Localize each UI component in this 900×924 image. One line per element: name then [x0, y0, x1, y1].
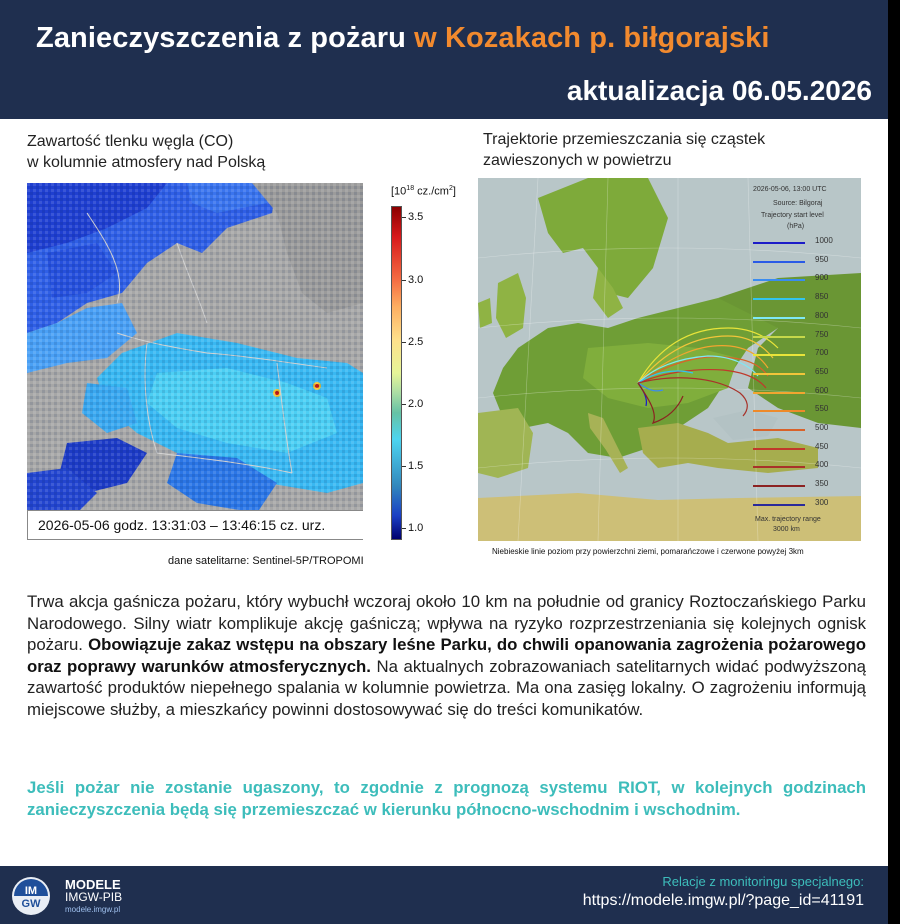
legend-item — [753, 442, 857, 456]
legend-line-swatch — [753, 504, 805, 506]
legend-item — [753, 479, 857, 493]
body-text-end: Na aktualnych zobrazowaniach satelitarnych widać podwyższoną zawartość produktów niepełnego spalania w kolumnie powietrza. Ma ona zasięg lokalny. O zagrożeniu informują miejscowe służby, a mieszkańcy powinni dostosowywać się do treści komunikatów. — [27, 656, 866, 719]
trajectory-note: Niebieskie linie poziom przy powierzchni ziemi, pomarańczowe i czerwone powyżej 3km — [492, 547, 804, 556]
legend-level-label: 700 — [815, 348, 829, 358]
colorbar-tickmark — [402, 404, 406, 405]
traj-caption-line2: zawieszonych w powietrzu — [483, 152, 672, 169]
legend-level-label: 300 — [815, 497, 829, 507]
legend-level-label: 900 — [815, 273, 829, 283]
unit-prefix: [10 — [391, 185, 407, 198]
unit-suffix: cz./cm — [414, 185, 449, 198]
legend-line-swatch — [753, 261, 805, 263]
colorbar-tick-label: 1.5 — [408, 460, 424, 472]
legend-level-label: 600 — [815, 385, 829, 395]
legend-line-swatch — [753, 429, 805, 431]
footer-bar — [0, 866, 888, 924]
legend-level-label: 350 — [815, 479, 829, 489]
legend-line-swatch — [753, 466, 805, 468]
data-source-note: dane satelitarne: Sentinel-5P/TROPOMI — [168, 555, 364, 567]
legend-level-label: 450 — [815, 441, 829, 451]
legend-range-2: 3000 km — [773, 526, 800, 533]
title-main: Zanieczyszczenia z pożaru — [36, 22, 415, 54]
brand-url[interactable]: modele.imgw.pl — [65, 905, 121, 914]
title-location: w Kozakach p. biłgorajski — [414, 22, 770, 54]
legend-level-label: 500 — [815, 423, 829, 432]
unit-exponent: 18 — [406, 185, 415, 192]
monitoring-label: Relacje z monitoringu specjalnego: — [662, 874, 864, 889]
legend-level-unit: (hPa) — [787, 223, 805, 230]
legend-item — [753, 348, 857, 362]
legend-line-swatch — [753, 279, 805, 281]
update-date: aktualizacja 06.05.2026 — [566, 75, 872, 106]
co-map-timestamp: 2026-05-06 godz. 13:31:03 – 13:46:15 cz. urz. — [27, 510, 363, 540]
page-title — [36, 22, 770, 55]
colorbar-unit — [391, 185, 456, 198]
body-paragraph — [27, 591, 866, 721]
legend-range-1: Max. trajectory range — [755, 516, 821, 523]
legend-item — [753, 330, 857, 344]
forest-ban-notice: Obowiązuje zakaz wstępu na obszary leśne Parku, do chwili opanowania zagrożenia pożarowego oraz poprawy warunków atmosferycznych. — [27, 635, 866, 676]
legend-level-label: 950 — [815, 254, 829, 264]
colorbar-tick-label: 3.5 — [408, 211, 424, 223]
trajectory-legend — [747, 178, 861, 541]
logo-text-bottom: GW — [21, 898, 41, 910]
legend-line-swatch — [753, 317, 805, 319]
legend-item — [753, 404, 857, 418]
legend-item — [753, 367, 857, 381]
legend-date: 2026-05-06, 13:00 UTC — [753, 186, 827, 193]
legend-item — [753, 498, 857, 512]
legend-line-swatch — [753, 448, 805, 450]
trajectory-map-caption — [483, 129, 765, 171]
brand-imgw: IMGW-PIB — [65, 890, 123, 904]
colorbar-tickmark — [402, 466, 406, 467]
colorbar-tickmark — [402, 342, 406, 343]
legend-source: Source: Bilgoraj — [773, 200, 823, 207]
legend-item — [753, 386, 857, 400]
unit-square: 2 — [448, 185, 453, 192]
colorbar-tick-label: 2.0 — [408, 398, 424, 410]
legend-level-label: 650 — [815, 366, 829, 376]
legend-item — [753, 423, 857, 437]
header-banner — [0, 0, 888, 119]
legend-item — [753, 292, 857, 306]
colorbar-tick-label: 2.5 — [408, 336, 424, 348]
legend-level-label: 750 — [815, 329, 829, 339]
legend-level-label: 1000 — [815, 236, 833, 245]
co-satellite-map — [27, 183, 363, 540]
co-map-caption — [27, 131, 265, 173]
legend-level-title: Trajectory start level — [761, 212, 824, 219]
legend-level-label: 800 — [815, 310, 829, 320]
legend-line-swatch — [753, 354, 805, 356]
imgw-logo-icon — [12, 877, 50, 915]
legend-level-label: 550 — [815, 404, 829, 414]
imgw-logo — [12, 877, 50, 915]
colorbar-tick-label: 3.0 — [408, 274, 424, 286]
legend-line-swatch — [753, 392, 805, 394]
monitoring-link[interactable]: https://modele.imgw.pl/?page_id=41191 — [582, 892, 864, 909]
trajectory-map — [478, 178, 861, 541]
legend-line-swatch — [753, 298, 805, 300]
legend-level-label: 400 — [815, 460, 829, 470]
legend-line-swatch — [753, 410, 805, 412]
legend-item — [753, 460, 857, 474]
traj-caption-line1: Trajektorie przemieszczania się cząstek — [483, 131, 766, 148]
colorbar-tickmark — [402, 528, 406, 529]
co-caption-line1: Zawartość tlenku węgla (CO) — [27, 133, 234, 150]
colorbar-tickmark — [402, 217, 406, 218]
legend-item — [753, 255, 857, 269]
unit-close: ] — [452, 185, 456, 198]
legend-item — [753, 236, 857, 250]
forecast-paragraph: Jeśli pożar nie zostanie ugaszony, to zgodnie z prognozą systemu RIOT, w kolejnych godzinach zanieczyszczenia będą się przemieszczać w kierunku północno-wschodnim i wschodnim. — [27, 778, 866, 819]
legend-line-swatch — [753, 336, 805, 338]
legend-level-label: 850 — [815, 292, 829, 302]
brand-modele: MODELE — [65, 877, 121, 892]
colorbar — [391, 206, 402, 540]
legend-item — [753, 273, 857, 287]
co-caption-line2: w kolumnie atmosfery nad Polską — [27, 154, 266, 171]
legend-item — [753, 311, 857, 325]
colorbar-tick-label: 1.0 — [408, 522, 424, 534]
body-text-start: Trwa akcja gaśnicza pożaru, który wybuchł wczoraj około 10 km na południe od granicy Roztoczańskiego Parku Narodowego. Silny wiatr komplikuje akcję gaśniczą; wpływa na ryzyko rozprzestrzeniania się kolejnych ognisk pożaru. — [27, 592, 866, 655]
legend-line-swatch — [753, 242, 805, 244]
logo-text-top: IM — [24, 885, 38, 897]
colorbar-tickmark — [402, 280, 406, 281]
co-map-image — [27, 183, 363, 540]
legend-line-swatch — [753, 485, 805, 487]
legend-line-swatch — [753, 373, 805, 375]
